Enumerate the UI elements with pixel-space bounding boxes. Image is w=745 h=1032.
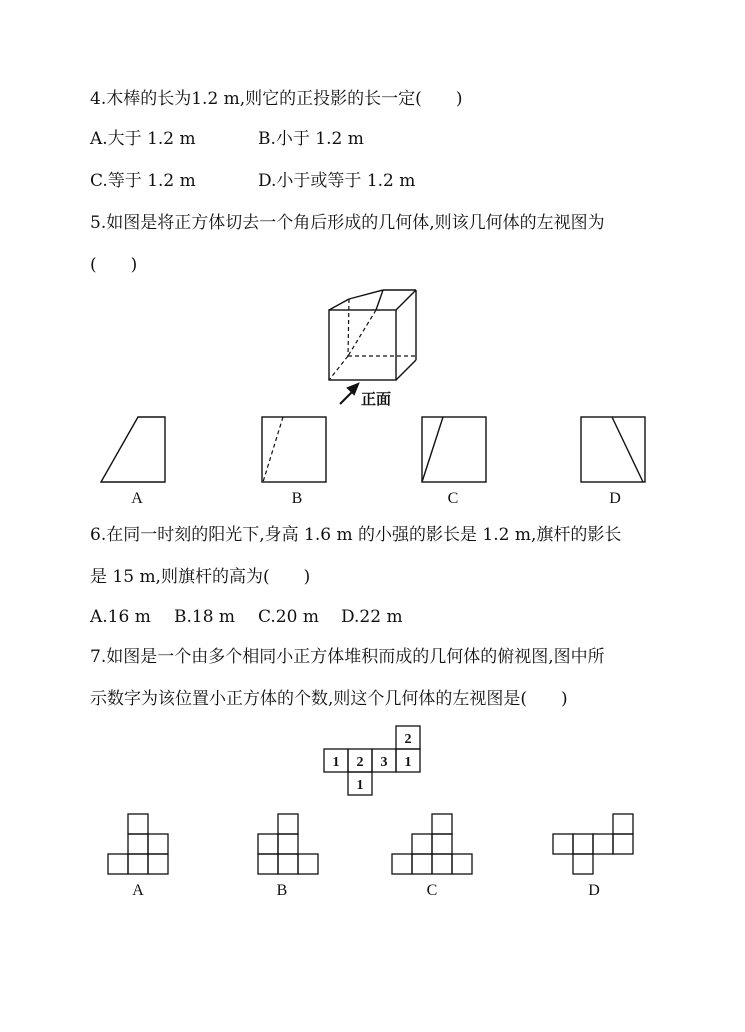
q7-view-choices [100, 810, 645, 880]
q6-stem-line2: 是 15 m,则旗杆的高为( ) [90, 567, 311, 587]
q4-option-b: B.小于 1.2 m [258, 129, 364, 149]
q5-front-label: 正面 [361, 390, 392, 408]
q7-grid-cell-1-bottom: 1 [356, 778, 364, 793]
q4-stem: 4.木棒的长为1.2 m,则它的正投影的长一定( ) [90, 89, 463, 109]
q5-choice-d-shape [581, 417, 645, 482]
q7-stem-line1: 7.如图是一个由多个相同小正方体堆积而成的几何体的俯视图,图中所 [90, 647, 605, 667]
q5-choice-c-label: C [447, 490, 459, 507]
q4-option-c: C.等于 1.2 m [90, 171, 196, 191]
q4-option-d: D.小于或等于 1.2 m [258, 171, 416, 191]
q6-option-b: B.18 m [174, 607, 236, 627]
q6-option-c: C.20 m [258, 607, 319, 627]
q7-choice-a-shape [108, 814, 168, 874]
q4-option-a: A.大于 1.2 m [90, 129, 196, 149]
q5-choice-d-label: D [609, 490, 621, 507]
q5-choice-b-label: B [291, 490, 303, 507]
q7-grid-cell-2-top: 2 [404, 732, 412, 747]
q7-grid-cell-2-mid: 2 [356, 755, 364, 770]
q5-stem-line1: 5.如图是将正方体切去一个角后形成的几何体,则该几何体的左视图为 [90, 213, 605, 233]
q7-choice-d-shape [553, 814, 633, 874]
q6-option-a: A.16 m [90, 607, 151, 627]
q7-stem-line2: 示数字为该位置小正方体的个数,则这个几何体的左视图是( ) [90, 689, 568, 709]
q7-choice-c-shape [392, 814, 472, 874]
q7-choice-d-label: D [588, 882, 600, 899]
q5-choice-b-shape [262, 417, 326, 482]
q7-top-view-grid [318, 724, 422, 800]
q6-stem-line1: 6.在同一时刻的阳光下,身高 1.6 m 的小强的影长是 1.2 m,旗杆的影长 [90, 525, 622, 545]
q5-stem-line2: ( ) [90, 255, 138, 275]
q7-grid-cell-1-left: 1 [332, 755, 340, 770]
q7-choice-b-label: B [276, 882, 288, 899]
q7-grid-cell-3: 3 [380, 755, 388, 770]
q7-choice-b-shape [258, 814, 318, 874]
q7-grid-cell-1-right: 1 [404, 755, 412, 770]
q6-option-d: D.22 m [341, 607, 403, 627]
q7-choice-a-label: A [132, 882, 144, 899]
q5-choice-c-shape [422, 417, 486, 482]
q5-choice-a-label: A [131, 490, 143, 507]
q7-choice-c-label: C [426, 882, 438, 899]
q5-choice-a-shape [101, 417, 165, 482]
q5-view-choices [95, 412, 695, 487]
